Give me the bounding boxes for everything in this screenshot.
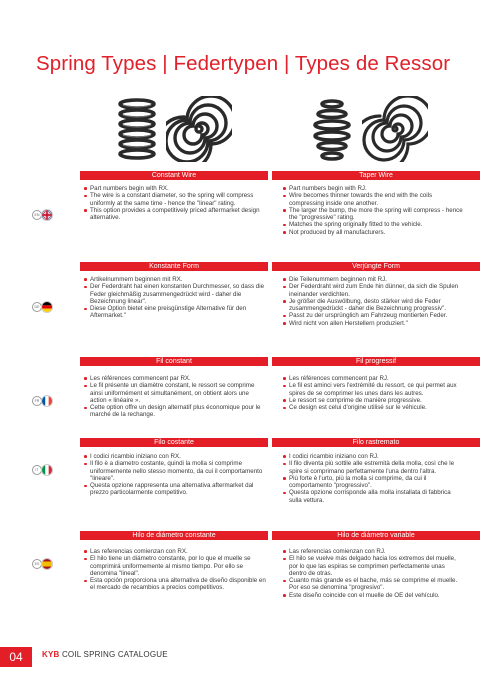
catalogue-name: COIL SPRING CATALOGUE (61, 650, 168, 659)
italian-flag-icon (41, 464, 53, 476)
brand-name: KYB (42, 650, 60, 659)
header-fil-constant: Fil constant (80, 357, 268, 366)
language-code-it: IT (32, 465, 42, 475)
list-item: Este diseño coincide con el muelle de OE del vehículo. (283, 592, 463, 599)
bullets-constant-wire-en (84, 185, 266, 221)
list-item: Cette option offre un design alternatif plus économique pour le marché de la rechange. (84, 404, 266, 419)
french-flag-icon (41, 395, 53, 407)
flag-badge-es (32, 559, 54, 569)
header-taper-wire: Taper Wire (272, 171, 480, 180)
bullets-fil-progressif-fr (283, 375, 463, 411)
bullets-filo-costante-it (84, 453, 266, 497)
header-filo-costante: Filo costante (80, 438, 268, 447)
list-item: This option provides a competitively priced aftermarket design alternative. (84, 207, 266, 222)
list-item: Wire becomes thinner towards the end with the coils compressing inside one another. (283, 192, 463, 207)
flag-badge-de (32, 302, 54, 312)
list-item: Cuanto más grande es el bache, más se comprime el muelle. Por eso se denomina "progresivo". (283, 577, 463, 592)
list-item: I codici ricambio iniziano con RJ. (283, 453, 463, 460)
list-item: Die Teilenummern beginnen mit RJ. (283, 276, 463, 283)
taper-wire-spring-image (312, 98, 352, 162)
list-item: Passt zu der ursprünglich am Fahrzeug montierten Feder. (283, 312, 463, 319)
header-konstante-form: Konstante Form (80, 262, 268, 271)
list-item: Les références commencent par RX. (84, 375, 266, 382)
list-item: Diese Option bietet eine preisgünstige Alternative für den Aftermarket." (84, 305, 266, 320)
header-fil-progressif: Fil progressif (272, 357, 480, 366)
list-item: Ce design est celui d'origine utilisé sur le véhicule. (283, 404, 463, 411)
flag-badge-fr (32, 396, 54, 406)
page-number: 04 (0, 647, 32, 667)
list-item: Le fil présente un diamètre constant, le ressort se comprime ainsi uniformément et simultanément, on obtient alors une action « linéaire ». (84, 382, 266, 404)
list-item: The larger the bump, the more the spring will compress - hence the "progressive" rating. (283, 207, 463, 222)
list-item: Esta opción proporciona una alternativa de diseño disponible en el mercado de recambios a precios competitivos. (84, 577, 266, 592)
list-item: Les références commencent par RJ. (283, 375, 463, 382)
spanish-flag-icon (41, 558, 53, 570)
header-constant-wire: Constant Wire (80, 171, 268, 180)
header-hilo-diametro-variable: Hilo de diámetro variable (272, 531, 480, 540)
bullets-verjuengte-form-de (283, 276, 463, 327)
language-code-de: DE (32, 302, 42, 312)
list-item: Questa opzione corrisponde alla molla installata di fabbrica sulla vettura. (283, 489, 463, 504)
list-item: I codici ricambio iniziano con RX. (84, 453, 266, 460)
list-item: Artikelnummern beginnen mit RX. (84, 276, 266, 283)
list-item: Las referencias comienzan con RX. (84, 548, 266, 555)
flag-badge-it (32, 465, 54, 475)
list-item: Der Federdraht wird zum Ende hin dünner, da sich die Spulen ineinander verdichten. (283, 283, 463, 298)
uk-flag-icon (41, 209, 53, 221)
list-item: Je größer die Auswölbung, desto stärker wird die Feder zusammengedrückt - daher die Bezeichnung progressiv". (283, 298, 463, 313)
header-verjuengte-form: Verjüngte Form (272, 262, 480, 271)
taper-wire-spiral-image (362, 96, 428, 162)
list-item: Part numbers begin with RJ. (283, 185, 463, 192)
bullets-hilo-variable-es (283, 548, 463, 599)
list-item: Il filo è a diametro costante, quindi la molla si comprime uniformemente nello stesso momento, da cui il comportamento "lineare". (84, 460, 266, 482)
page-title: Spring Types | Federtypen | Types de Ressor (36, 52, 451, 75)
german-flag-icon (41, 301, 53, 313)
header-hilo-diametro-constante: Hilo de diámetro constante (80, 531, 268, 540)
list-item: Not produced by all manufacturers. (283, 229, 463, 236)
list-item: Questa opzione rappresenta una alternativa aftermarket dal prezzo particolarmente competitivo. (84, 482, 266, 497)
list-item: Le ressort se comprime de manière progressive. (283, 397, 463, 404)
list-item: Der Federdraht hat einen konstanten Durchmesser, so dass die Feder gleichmäßig zusammengedrückt wird - daher die Bezeichnung linear". (84, 283, 266, 305)
list-item: The wire is a constant diameter, so the spring will compress uniformly at the same time - hence the "linear" rating. (84, 192, 266, 207)
constant-wire-spiral-image (166, 96, 232, 162)
flag-badge-en (32, 210, 54, 220)
header-filo-rastremato: Filo rastremato (272, 438, 480, 447)
constant-wire-spring-image (117, 98, 157, 162)
list-item: Las referencias comienzan con RJ. (283, 548, 463, 555)
bullets-filo-rastremato-it (283, 453, 463, 504)
bullets-konstante-form-de (84, 276, 266, 320)
list-item: El hilo se vuelve más delgado hacia los extremos del muelle, por lo que las espiras se comprimen perfectamente unas dentro de otras. (283, 555, 463, 577)
language-code-es: ES (32, 559, 42, 569)
footer-catalogue-title (42, 650, 168, 659)
list-item: Il filo diventa più sottile alle estremità della molla, così che le spire si comprimano perfettamente l'una dentro l'altra. (283, 460, 463, 475)
bullets-taper-wire-en (283, 185, 463, 236)
list-item: Le fil est aminci vers l'extrémité du ressort, ce qui permet aux spires de se comprimer les unes dans les autres. (283, 382, 463, 397)
bullets-fil-constant-fr (84, 375, 266, 419)
list-item: Wird nicht von allen Herstellern produziert." (283, 320, 463, 327)
list-item: Più forte è l'urto, più la molla si comprime, da cui il comportamento "progressivo". (283, 475, 463, 490)
list-item: Part numbers begin with RX. (84, 185, 266, 192)
bullets-hilo-constante-es (84, 548, 266, 592)
language-code-fr: FR (32, 396, 42, 406)
language-code-en: EN (32, 210, 42, 220)
list-item: Matches the spring originally fitted to the vehicle. (283, 221, 463, 228)
list-item: El hilo tiene un diámetro constante, por lo que el muelle se comprimirá uniformemente al mismo tiempo. Por ello se denomina "lineal". (84, 555, 266, 577)
